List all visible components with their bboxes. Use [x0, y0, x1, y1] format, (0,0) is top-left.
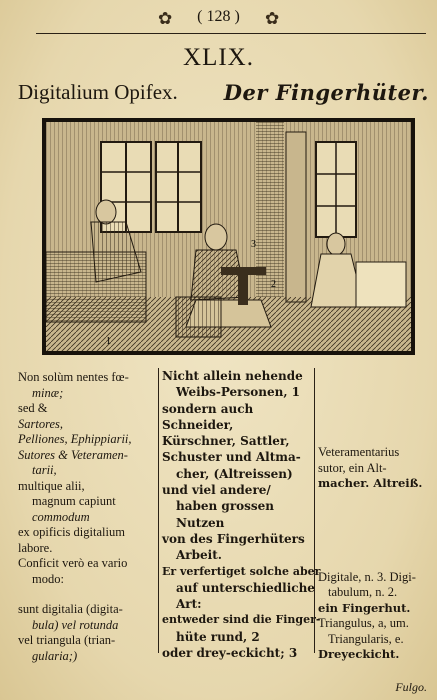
german-line: Weibs-Personen, 1 [176, 385, 301, 400]
german-line: cher, (Altreissen) [176, 466, 293, 481]
vocab-line: Triangularis, e. [328, 631, 404, 646]
german-line: auf unterschiedliche [176, 580, 315, 595]
vocab-line: ein Fingerhut. [318, 600, 411, 615]
latin-line [18, 587, 158, 602]
german-line: hüte rund, 2 [176, 629, 260, 644]
german-line: entweder sind die Finger- [162, 613, 321, 627]
latin-line: modo: [32, 571, 64, 586]
flower-ornament-icon: ✿ [158, 9, 173, 28]
german-line: Art: [176, 597, 202, 612]
woodcut-illustration [42, 118, 415, 355]
figure-marker-2: 2 [271, 279, 276, 290]
vocab-line: Veteramentarius [318, 445, 400, 459]
flower-ornament-icon: ✿ [265, 9, 280, 28]
german-line: sondern auch [162, 401, 254, 416]
latin-line: sed & [18, 401, 48, 415]
latin-column [18, 370, 158, 664]
latin-line: sunt digitalia (digita- [18, 602, 123, 616]
german-line: Kürschner, Sattler, [162, 434, 290, 449]
latin-line: Conficit verò ea vario [18, 556, 128, 570]
latin-line: Sartores, [18, 416, 64, 431]
latin-line: labore. [18, 540, 53, 555]
latin-title: Digitalium Opifex. [18, 80, 178, 104]
figure-marker-3: 3 [251, 239, 256, 250]
column-rule-right [314, 368, 315, 653]
german-line: Arbeit. [176, 548, 222, 563]
vocab-line: sutor, ein Alt- [318, 460, 387, 475]
latin-line: Pelliones, Ephippiarii, [18, 432, 132, 446]
german-title: Der Fingerhüter. [223, 80, 429, 105]
vocab-line: Digitale, n. 3. Digi- [318, 569, 416, 584]
latin-line: Sutores & Veteramen- [18, 447, 128, 462]
german-line: Schuster und Altma- [162, 450, 301, 465]
vocab-line: tabulum, n. 2. [328, 585, 398, 599]
page-number: ( 128 ) [197, 8, 240, 25]
german-line: oder drey-eckicht; 3 [162, 646, 298, 661]
vocab-line: Triangulus, a, um. [318, 616, 409, 630]
german-line: Er verfertiget solche aber [162, 564, 321, 578]
latin-line: magnum capiunt [32, 494, 116, 508]
marginal-vocabulary [318, 445, 434, 663]
vocab-line: Dreyeckicht. [318, 647, 400, 661]
vocab-spacer [318, 492, 434, 570]
german-line: und viel andere/ [162, 483, 271, 498]
german-line: haben grossen [176, 499, 275, 514]
german-column [162, 368, 321, 661]
figure-marker-1: 1 [106, 336, 111, 347]
german-line: Nicht allein nehende [162, 369, 303, 383]
vocab-line: macher. Altreiß. [318, 476, 423, 490]
latin-line: ex opificis digitalium [18, 525, 125, 539]
latin-line: bula) vel rotunda [32, 617, 119, 632]
latin-line: tarii, [32, 463, 57, 477]
column-rule-left [158, 368, 159, 653]
workshop-scene [46, 122, 411, 351]
catchword: Fulgo. [395, 680, 427, 694]
latin-line: multique alii, [18, 478, 85, 493]
german-line: von des Fingerhüters [162, 531, 305, 546]
latin-line: vel triangula (trian- [18, 633, 116, 647]
latin-line: commodum [32, 509, 90, 524]
latin-line: minæ; [32, 385, 64, 400]
german-line: Schneider, [162, 417, 234, 432]
header-rule [36, 33, 426, 34]
german-line: Nutzen [176, 515, 225, 530]
chapter-number: XLIX. [183, 44, 254, 71]
latin-line: Non solùm nentes fœ- [18, 370, 129, 384]
latin-line: gularia;) [32, 648, 78, 663]
